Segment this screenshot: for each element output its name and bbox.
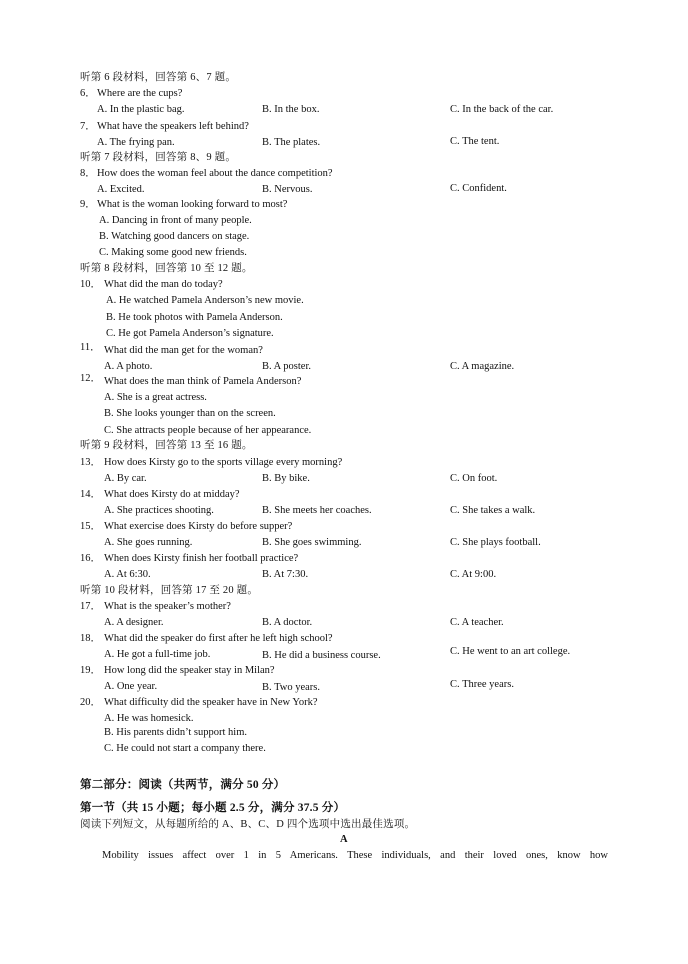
question-10-number: 10．: [80, 279, 101, 290]
question-8-option-a: A. Excited.: [97, 184, 145, 195]
question-9-option-b: B. Watching good dancers on stage.: [99, 231, 250, 242]
section-heading-8: 听第 8 段材料，回答第 10 至 12 题。: [80, 263, 253, 274]
question-12-option-a: A. She is a great actress.: [104, 392, 207, 403]
question-8-option-b: B. Nervous.: [262, 184, 313, 195]
question-14-option-c: C. She takes a walk.: [450, 505, 536, 516]
question-6-option-a: A. In the plastic bag.: [97, 104, 185, 115]
question-10-option-a: A. He watched Pamela Anderson’s new movie.: [106, 295, 304, 306]
question-11-number: 11．: [80, 342, 101, 353]
question-8-number: 8．: [80, 168, 96, 179]
question-9-text: What is the woman looking forward to most?: [97, 199, 288, 210]
question-19-option-a: A. One year.: [104, 681, 158, 692]
reading-part-title: 第二部分：阅读（共两节，满分 50 分）: [80, 779, 286, 791]
question-15-option-a: A. She goes running.: [104, 537, 193, 548]
question-18-number: 18．: [80, 633, 101, 644]
section-heading-9: 听第 9 段材料，回答第 13 至 16 题。: [80, 440, 253, 451]
question-16-option-a: A. At 6:30.: [104, 569, 151, 580]
question-20-text: What difficulty did the speaker have in New York?: [104, 697, 318, 708]
question-15-text: What exercise does Kirsty do before supper?: [104, 521, 293, 532]
question-13-number: 13．: [80, 457, 101, 468]
question-9-number: 9．: [80, 199, 96, 210]
question-11-option-c: C. A magazine.: [450, 361, 515, 372]
question-15-option-c: C. She plays football.: [450, 537, 541, 548]
question-12-option-c: C. She attracts people because of her appearance.: [104, 425, 312, 436]
question-6-number: 6．: [80, 88, 96, 99]
question-19-option-b: B. Two years.: [262, 682, 320, 693]
question-14-option-a: A. She practices shooting.: [104, 505, 214, 516]
question-17-text: What is the speaker’s mother?: [104, 601, 231, 612]
question-18-text: What did the speaker do first after he left high school?: [104, 633, 333, 644]
question-19-number: 19．: [80, 665, 101, 676]
question-8-text: How does the woman feel about the dance competition?: [97, 168, 333, 179]
question-16-number: 16．: [80, 553, 101, 564]
question-12-option-b: B. She looks younger than on the screen.: [104, 408, 276, 419]
question-13-option-a: A. By car.: [104, 473, 147, 484]
question-13-option-b: B. By bike.: [262, 473, 310, 484]
question-11-option-b: B. A poster.: [262, 361, 312, 372]
question-6-option-b: B. In the box.: [262, 104, 320, 115]
question-17-option-c: C. A teacher.: [450, 617, 504, 628]
question-20-option-c: C. He could not start a company there.: [104, 743, 266, 754]
question-14-number: 14．: [80, 489, 101, 500]
question-9-option-c: C. Making some good new friends.: [99, 247, 247, 258]
reading-instruction: 阅读下列短文，从每题所给的 A、B、C、D 四个选项中选出最佳选项。: [80, 819, 416, 830]
question-18-option-c: C. He went to an art college.: [450, 646, 571, 657]
section-heading-6: 听第 6 段材料，回答第 6、7 题。: [80, 72, 237, 83]
question-18-option-a: A. He got a full-time job.: [104, 649, 211, 660]
question-11-option-a: A. A photo.: [104, 361, 153, 372]
question-17-option-b: B. A doctor.: [262, 617, 313, 628]
reading-section-title: 第一节（共 15 小题；每小题 2.5 分，满分 37.5 分）: [80, 802, 346, 814]
question-16-option-c: C. At 9:00.: [450, 569, 497, 580]
question-7-option-c: C. The tent.: [450, 136, 500, 147]
question-10-option-b: B. He took photos with Pamela Anderson.: [106, 312, 283, 323]
question-14-text: What does Kirsty do at midday?: [104, 489, 240, 500]
question-14-option-b: B. She meets her coaches.: [262, 505, 372, 516]
question-7-text: What have the speakers left behind?: [97, 121, 249, 132]
section-heading-10: 听第 10 段材料，回答第 17 至 20 题。: [80, 585, 259, 596]
question-6-text: Where are the cups?: [97, 88, 183, 99]
question-8-option-c: C. Confident.: [450, 183, 507, 194]
question-7-option-b: B. The plates.: [262, 137, 321, 148]
question-10-option-c: C. He got Pamela Anderson’s signature.: [106, 328, 274, 339]
question-20-number: 20．: [80, 697, 101, 708]
question-16-text: When does Kirsty finish her football practice?: [104, 553, 299, 564]
question-7-number: 7．: [80, 121, 96, 132]
question-9-option-a: A. Dancing in front of many people.: [99, 215, 252, 226]
question-19-option-c: C. Three years.: [450, 679, 514, 690]
question-6-option-c: C. In the back of the car.: [450, 104, 554, 115]
question-20-option-b: B. His parents didn’t support him.: [104, 727, 248, 738]
question-12-number: 12．: [80, 373, 101, 384]
question-20-option-a: A. He was homesick.: [104, 713, 194, 724]
section-heading-7: 听第 7 段材料，回答第 8、9 题。: [80, 152, 237, 163]
question-11-text: What did the man get for the woman?: [104, 345, 263, 356]
question-18-option-b: B. He did a business course.: [262, 650, 381, 661]
question-10-text: What did the man do today?: [104, 279, 223, 290]
question-19-text: How long did the speaker stay in Milan?: [104, 665, 275, 676]
question-7-option-a: A. The frying pan.: [97, 137, 175, 148]
question-13-text: How does Kirsty go to the sports village every morning?: [104, 457, 343, 468]
passage-label: A: [340, 834, 348, 845]
question-12-text: What does the man think of Pamela Anderson?: [104, 376, 302, 387]
question-17-number: 17．: [80, 601, 101, 612]
question-15-number: 15．: [80, 521, 101, 532]
question-15-option-b: B. She goes swimming.: [262, 537, 362, 548]
question-17-option-a: A. A designer.: [104, 617, 164, 628]
passage-first-line: Mobility issues affect over 1 in 5 Americans. These individuals, and their loved ones, know how: [102, 850, 608, 861]
question-16-option-b: B. At 7:30.: [262, 569, 309, 580]
question-13-option-c: C. On foot.: [450, 473, 498, 484]
